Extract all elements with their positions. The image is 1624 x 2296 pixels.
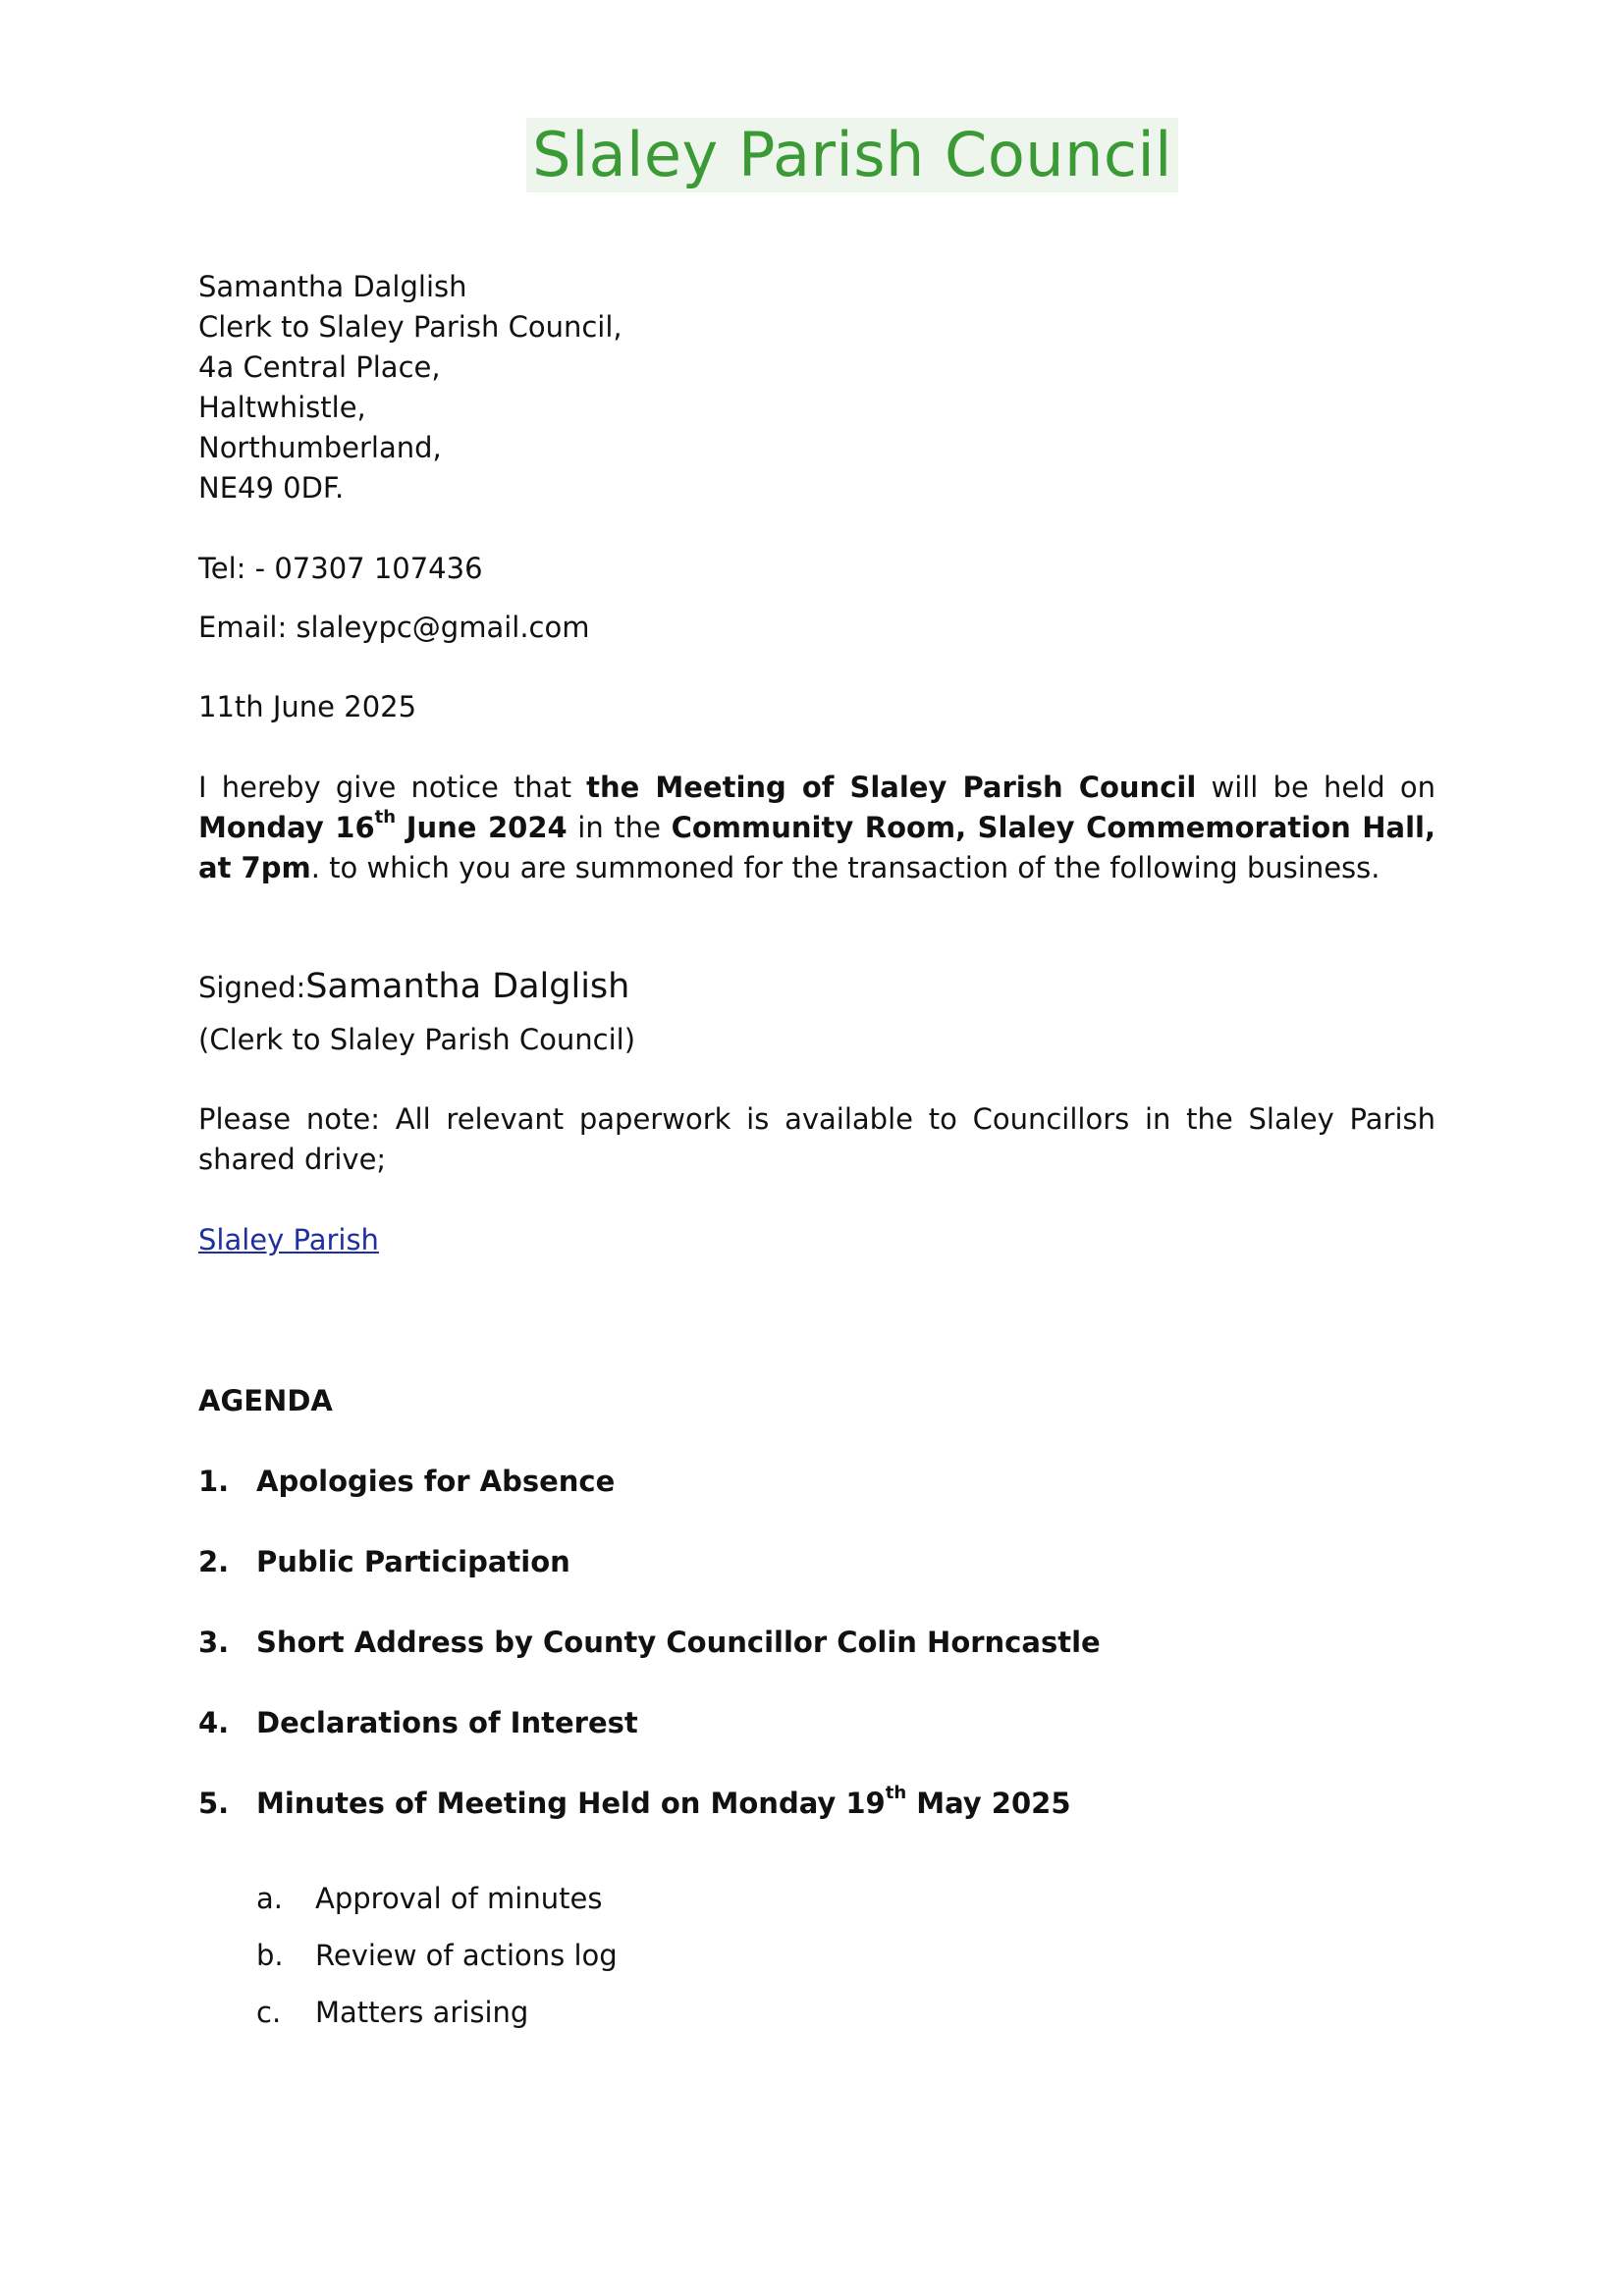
agenda-item-number: 3. [198, 1626, 230, 1659]
signature-line [198, 967, 629, 1008]
meeting-day: Monday 16 [198, 811, 375, 844]
agenda-item-text: Declarations of Interest [256, 1706, 638, 1739]
agenda-item-text: Public Participation [256, 1545, 570, 1578]
sub-item-text: Review of actions log [315, 1939, 618, 1972]
agenda-item-text: Minutes of Meeting Held on Monday 19 [256, 1787, 886, 1820]
meeting-notice [198, 768, 1435, 888]
signature-name: Samantha Dalglish [305, 967, 630, 1006]
agenda-item [198, 1703, 638, 1743]
masthead [526, 118, 1178, 192]
sub-item-text: Matters arising [315, 1996, 529, 2029]
agenda-item-number: 5. [198, 1787, 230, 1820]
address-line: Haltwhistle, [198, 391, 366, 424]
notice-text: will be held on [1196, 771, 1435, 804]
paperwork-note: Please note: All relevant paperwork is available to Councillors in the Slaley Parish shared drive; [198, 1102, 1435, 1176]
agenda-item [198, 1462, 615, 1502]
telephone: Tel: - 07307 107436 [198, 552, 483, 585]
agenda-sub-item [256, 1993, 528, 2033]
agenda-sub-item [256, 1879, 602, 1919]
notice-text: in the [567, 811, 672, 844]
agenda-item-number: 1. [198, 1465, 230, 1498]
council-title: Slaley Parish Council [532, 119, 1172, 190]
agenda-item-text: Short Address by County Councillor Colin Horncastle [256, 1626, 1101, 1659]
address-line: NE49 0DF. [198, 471, 345, 505]
shared-drive-link[interactable]: Slaley Parish [198, 1223, 379, 1256]
agenda-item [198, 1542, 570, 1582]
email-address: Email: slaleypc@gmail.com [198, 611, 590, 644]
ordinal-suffix: th [374, 807, 397, 828]
sub-item-letter: a. [256, 1882, 283, 1915]
address-line: Clerk to Slaley Parish Council, [198, 310, 623, 344]
address-line: Northumberland, [198, 431, 442, 464]
notice-text: I hereby give notice that [198, 771, 587, 804]
agenda-item-number: 4. [198, 1706, 230, 1739]
sender-address [198, 267, 623, 508]
notice-text: . to which you are summoned for the transaction of the following business. [310, 851, 1380, 884]
letter-date: 11th June 2025 [198, 690, 417, 723]
address-line: 4a Central Place, [198, 350, 441, 384]
agenda-item [198, 1784, 1071, 1824]
sub-item-letter: c. [256, 1996, 282, 2029]
agenda-item [198, 1623, 1101, 1663]
meeting-month-year: June 2024 [406, 811, 568, 844]
agenda-item-number: 2. [198, 1545, 230, 1578]
address-line: Samantha Dalglish [198, 270, 467, 303]
notice-bold-text: the Meeting of Slaley Parish Council [586, 771, 1197, 804]
meeting-venue: Community Room, Slaley Commemoration Hall, at 7pm [198, 811, 1436, 884]
agenda-item-text: Apologies for Absence [256, 1465, 616, 1498]
agenda-item-text: May 2025 [906, 1787, 1071, 1820]
ordinal-suffix: th [885, 1783, 907, 1804]
signed-label: Signed: [198, 971, 306, 1004]
agenda-sub-item [256, 1936, 618, 1976]
agenda-heading: AGENDA [198, 1384, 333, 1417]
sub-item-text: Approval of minutes [315, 1882, 603, 1915]
sub-item-letter: b. [256, 1939, 284, 1972]
signatory-role: (Clerk to Slaley Parish Council) [198, 1023, 636, 1056]
